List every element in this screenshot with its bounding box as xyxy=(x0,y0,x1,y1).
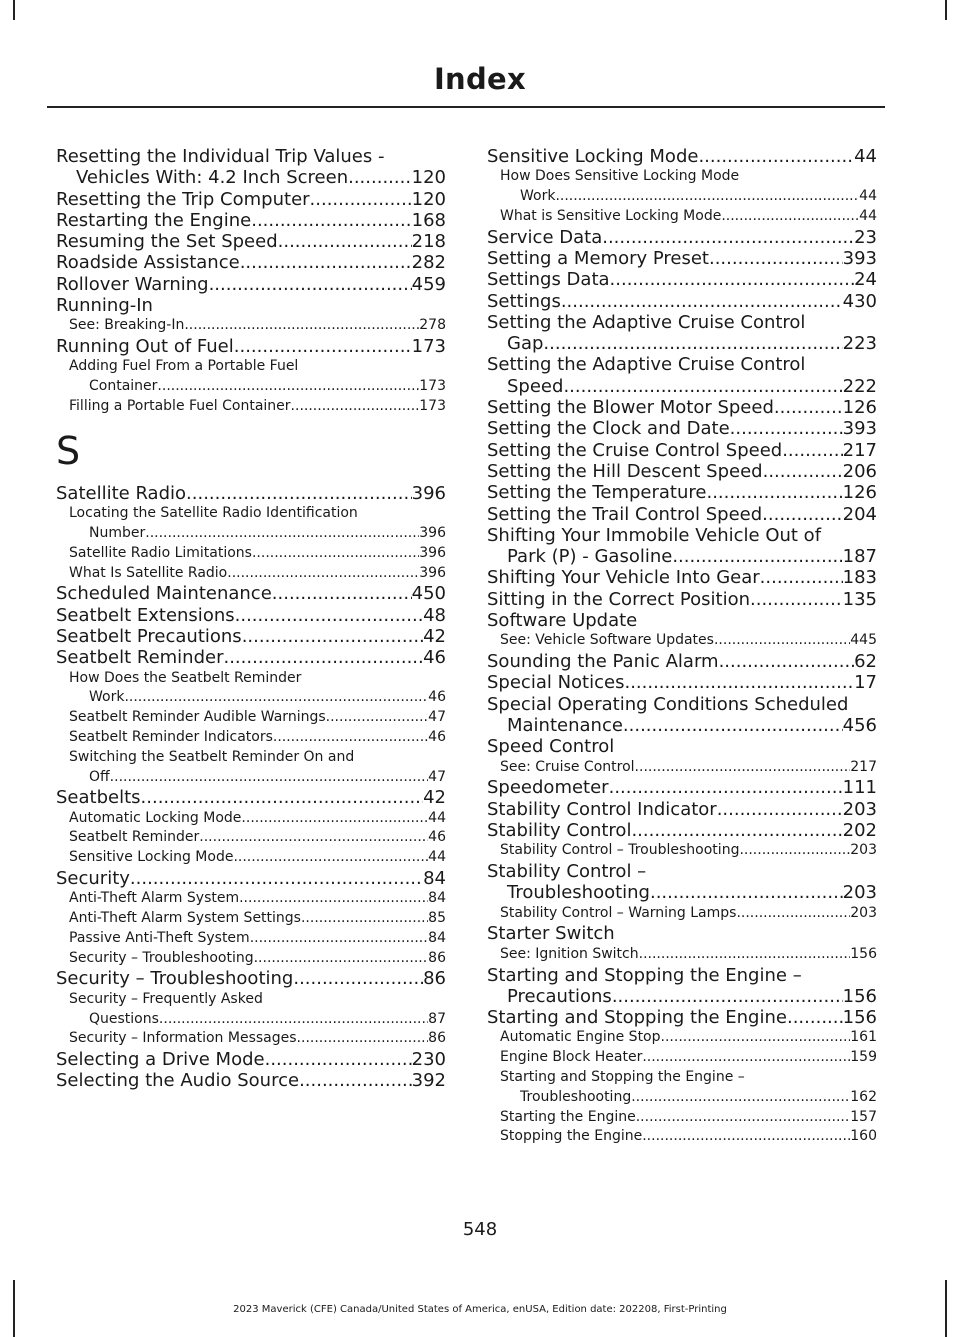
index-entry: Starter Switch xyxy=(487,923,615,945)
page-ref: 44 xyxy=(854,146,877,167)
page-ref: 456 xyxy=(842,715,877,737)
page-ref: 217 xyxy=(850,758,877,775)
index-entry: Setting the Clock and Date ..... 393 xyxy=(487,418,877,439)
page-ref: 183 xyxy=(842,567,877,589)
page-ref: 23 xyxy=(854,226,877,248)
index-entry: Speed ..... 222 xyxy=(487,376,877,397)
page-ref: 168 xyxy=(411,209,446,231)
page-ref: 62 xyxy=(854,651,877,673)
crop-mark-top-left xyxy=(13,0,15,20)
page-ref: 278 xyxy=(419,317,446,334)
page-ref: 396 xyxy=(419,524,446,541)
page-ref: 161 xyxy=(850,1029,877,1046)
index-subentry: Container ..... 173 xyxy=(56,377,446,397)
index-subentry-line: Locating the Satellite Radio Identification xyxy=(69,505,358,522)
index-entry: Roadside Assistance ..... 282 xyxy=(56,252,446,273)
page-ref: 160 xyxy=(850,1128,877,1145)
footer-edition-info: 2023 Maverick (CFE) Canada/United States of America, enUSA, Edition date: 202208, First-Printing xyxy=(233,1304,727,1315)
page-ref: 44 xyxy=(859,188,877,205)
page-ref: 47 xyxy=(428,709,446,726)
page-ref: 111 xyxy=(842,777,877,799)
index-subentry: See: Ignition Switch ..... 156 xyxy=(487,945,877,965)
index-entry: Setting the Trail Control Speed ..... 204 xyxy=(487,504,877,525)
index-subentry: Number ..... 396 xyxy=(56,524,446,544)
page-ref: 203 xyxy=(842,882,877,904)
index-subentry: Off ..... 47 xyxy=(56,768,446,788)
index-entry: Running-In xyxy=(56,295,153,317)
index-entry: Sensitive Locking Mode ..... 44 xyxy=(487,146,877,167)
index-subentry: Security – Troubleshooting ..... 86 xyxy=(56,949,446,969)
index-subentry: Filling a Portable Fuel Container ..... 173 xyxy=(56,397,446,417)
index-column-right xyxy=(487,146,877,1147)
index-entry: Speedometer ..... 111 xyxy=(487,777,877,798)
page-ref: 203 xyxy=(842,798,877,820)
page-ref: 126 xyxy=(842,397,877,419)
page-ref: 120 xyxy=(411,167,446,189)
index-entry: Shifting Your Vehicle Into Gear ..... 183 xyxy=(487,567,877,588)
page-ref: 204 xyxy=(842,503,877,525)
index-entry: Satellite Radio ..... 396 xyxy=(56,483,446,504)
index-subentry: Troubleshooting ..... 162 xyxy=(487,1088,877,1108)
page-ref: 393 xyxy=(842,247,877,269)
page-ref: 84 xyxy=(423,868,446,889)
index-entry-line: Setting the Adaptive Cruise Control xyxy=(487,354,806,376)
index-entry: Special Notices ..... 17 xyxy=(487,672,877,693)
index-entry: Speed Control xyxy=(487,736,615,758)
index-entry: Seatbelt Extensions ..... 48 xyxy=(56,605,446,626)
index-entry: Stability Control ..... 202 xyxy=(487,820,877,841)
index-entry: Restarting the Engine ..... 168 xyxy=(56,210,446,231)
index-subentry: Stability Control – Troubleshooting ..... 203 xyxy=(487,841,877,861)
index-entry: Selecting a Drive Mode ..... 230 xyxy=(56,1049,446,1070)
page-ref: 126 xyxy=(842,482,877,504)
page-ref: 187 xyxy=(842,546,877,568)
page-ref: 430 xyxy=(842,290,877,312)
page-ref: 48 xyxy=(423,604,446,626)
page-ref: 282 xyxy=(411,252,446,274)
page-ref: 86 xyxy=(423,968,446,990)
index-entry-line: Stability Control – xyxy=(487,861,647,883)
page-ref: 203 xyxy=(850,904,877,921)
index-entry: Setting a Memory Preset ..... 393 xyxy=(487,248,877,269)
index-subentry: See: Breaking-In ..... 278 xyxy=(56,316,446,336)
page-ref: 156 xyxy=(842,985,877,1007)
page-ref: 120 xyxy=(411,188,446,210)
page-ref: 42 xyxy=(423,625,446,647)
index-subentry-line: Adding Fuel From a Portable Fuel xyxy=(69,358,299,375)
page-ref: 223 xyxy=(842,333,877,355)
page-ref: 393 xyxy=(842,418,877,440)
index-entry: Troubleshooting ..... 203 xyxy=(487,882,877,903)
page-ref: 159 xyxy=(850,1049,877,1066)
index-subentry: See: Vehicle Software Updates ..... 445 xyxy=(487,631,877,651)
index-entry: Gap ..... 223 xyxy=(487,333,877,354)
index-entry-line: Setting the Adaptive Cruise Control xyxy=(487,311,806,333)
index-entry: Maintenance ..... 456 xyxy=(487,715,877,736)
page-ref: 44 xyxy=(428,849,446,866)
index-entry: Security – Troubleshooting ..... 86 xyxy=(56,968,446,989)
index-entry: Software Update xyxy=(487,610,638,632)
page-ref: 162 xyxy=(850,1088,877,1105)
page-ref: 84 xyxy=(428,929,446,946)
index-entry: Settings ..... 430 xyxy=(487,291,877,312)
page-ref: 46 xyxy=(428,829,446,846)
index-entry: Selecting the Audio Source ..... 392 xyxy=(56,1070,446,1091)
index-subentry: See: Cruise Control ..... 217 xyxy=(487,758,877,778)
page-ref: 445 xyxy=(850,632,877,649)
index-entry: Stability Control Indicator ..... 203 xyxy=(487,799,877,820)
page-ref: 85 xyxy=(428,910,446,927)
index-entry: Seatbelt Reminder ..... 46 xyxy=(56,647,446,668)
index-entry: Sitting in the Correct Position ..... 135 xyxy=(487,589,877,610)
page-ref: 459 xyxy=(411,273,446,295)
page-ref: 156 xyxy=(850,945,877,962)
page-ref: 86 xyxy=(428,1030,446,1047)
index-subentry: Sensitive Locking Mode ..... 44 xyxy=(56,848,446,868)
page-ref: 135 xyxy=(842,588,877,610)
page-ref: 42 xyxy=(423,787,446,809)
index-entry: Seatbelt Precautions ..... 42 xyxy=(56,626,446,647)
index-subentry: Engine Block Heater ..... 159 xyxy=(487,1048,877,1068)
page-ref: 396 xyxy=(419,564,446,581)
page-title: Index xyxy=(433,62,527,96)
page-ref: 392 xyxy=(411,1070,446,1092)
index-entry: Settings Data ..... 24 xyxy=(487,269,877,290)
index-entry-line: Resetting the Individual Trip Values - xyxy=(56,146,385,167)
index-entry-line: Shifting Your Immobile Vehicle Out of xyxy=(487,524,822,546)
page-ref: 47 xyxy=(428,768,446,785)
page-ref: 157 xyxy=(850,1108,877,1125)
index-entry: Sounding the Panic Alarm ..... 62 xyxy=(487,651,877,672)
index-subentry: Anti-Theft Alarm System ..... 84 xyxy=(56,889,446,909)
page-ref: 206 xyxy=(842,460,877,482)
page-ref: 450 xyxy=(411,583,446,605)
page-ref: 46 xyxy=(428,728,446,745)
index-entry: Resetting the Trip Computer ..... 120 xyxy=(56,189,446,210)
page-ref: 173 xyxy=(419,398,446,415)
page-ref: 218 xyxy=(411,231,446,253)
index-entry: Setting the Blower Motor Speed ..... 126 xyxy=(487,397,877,418)
index-entry: Scheduled Maintenance ..... 450 xyxy=(56,583,446,604)
page-ref: 396 xyxy=(419,544,446,561)
index-entry-line: Special Operating Conditions Scheduled xyxy=(487,693,849,715)
index-entry: Setting the Cruise Control Speed ..... 217 xyxy=(487,440,877,461)
index-subentry: What is Sensitive Locking Mode ..... 44 xyxy=(487,207,877,227)
index-entry: Starting and Stopping the Engine ..... 156 xyxy=(487,1007,877,1028)
index-subentry: Work ..... 44 xyxy=(487,187,877,207)
page-ref: 87 xyxy=(428,1010,446,1027)
index-subentry: Passive Anti-Theft System ..... 84 xyxy=(56,929,446,949)
index-subentry: What Is Satellite Radio ..... 396 xyxy=(56,564,446,584)
index-entry: Precautions ..... 156 xyxy=(487,986,877,1007)
index-subentry: Seatbelt Reminder ..... 46 xyxy=(56,828,446,848)
index-entry-line: Starting and Stopping the Engine – xyxy=(487,964,802,986)
page-ref: 44 xyxy=(428,809,446,826)
page-ref: 84 xyxy=(428,890,446,907)
header-divider xyxy=(47,106,885,108)
index-entry: Setting the Temperature ..... 126 xyxy=(487,482,877,503)
index-entry: Service Data ..... 23 xyxy=(487,227,877,248)
index-subentry: Stability Control – Warning Lamps ..... 203 xyxy=(487,904,877,924)
page-ref: 17 xyxy=(854,672,877,694)
index-column-left xyxy=(56,146,446,1092)
index-subentry-line: Starting and Stopping the Engine – xyxy=(500,1069,745,1086)
index-subentry: Seatbelt Reminder Audible Warnings ..... 47 xyxy=(56,708,446,728)
page-ref: 86 xyxy=(428,949,446,966)
index-subentry: Security – Information Messages ..... 86 xyxy=(56,1029,446,1049)
index-entry: Rollover Warning ..... 459 xyxy=(56,274,446,295)
index-subentry: Seatbelt Reminder Indicators ..... 46 xyxy=(56,728,446,748)
index-subentry: Starting the Engine ..... 157 xyxy=(487,1108,877,1128)
index-entry: Vehicles With: 4.2 Inch Screen ..... 120 xyxy=(56,167,446,188)
index-subentry: Stopping the Engine ..... 160 xyxy=(487,1127,877,1147)
page-ref: 46 xyxy=(423,647,446,669)
index-subentry: Automatic Locking Mode ..... 44 xyxy=(56,809,446,829)
index-subentry-line: How Does Sensitive Locking Mode xyxy=(500,168,740,185)
index-subentry-line: Security – Frequently Asked xyxy=(69,990,263,1007)
page-ref: 217 xyxy=(842,439,877,461)
page-ref: 156 xyxy=(842,1007,877,1029)
page-number: 548 xyxy=(462,1219,498,1240)
page-ref: 230 xyxy=(411,1049,446,1071)
index-entry: Running Out of Fuel ..... 173 xyxy=(56,336,446,357)
index-entry: Setting the Hill Descent Speed ..... 206 xyxy=(487,461,877,482)
index-entry: Seatbelts ..... 42 xyxy=(56,787,446,808)
index-entry: Resuming the Set Speed ..... 218 xyxy=(56,231,446,252)
page-ref: 173 xyxy=(411,336,446,358)
page-ref: 202 xyxy=(842,820,877,841)
page-ref: 24 xyxy=(854,269,877,291)
page-ref: 203 xyxy=(850,842,877,859)
page-ref: 222 xyxy=(842,375,877,397)
index-subentry-line: Switching the Seatbelt Reminder On and xyxy=(69,748,355,765)
index-subentry-line: How Does the Seatbelt Reminder xyxy=(69,669,302,686)
page-ref: 173 xyxy=(419,378,446,395)
index-subentry: Work ..... 46 xyxy=(56,688,446,708)
crop-mark-top-right xyxy=(945,0,947,20)
page-ref: 44 xyxy=(859,207,877,224)
index-subentry: Questions ..... 87 xyxy=(56,1010,446,1030)
index-entry: Park (P) - Gasoline ..... 187 xyxy=(487,546,877,567)
index-subentry: Satellite Radio Limitations ..... 396 xyxy=(56,544,446,564)
index-subentry: Automatic Engine Stop ..... 161 xyxy=(487,1028,877,1048)
page-ref: 46 xyxy=(428,689,446,706)
page-ref: 396 xyxy=(411,482,446,504)
index-entry: Security ..... 84 xyxy=(56,868,446,889)
section-letter: S xyxy=(56,428,81,473)
index-subentry: Anti-Theft Alarm System Settings ..... 85 xyxy=(56,909,446,929)
